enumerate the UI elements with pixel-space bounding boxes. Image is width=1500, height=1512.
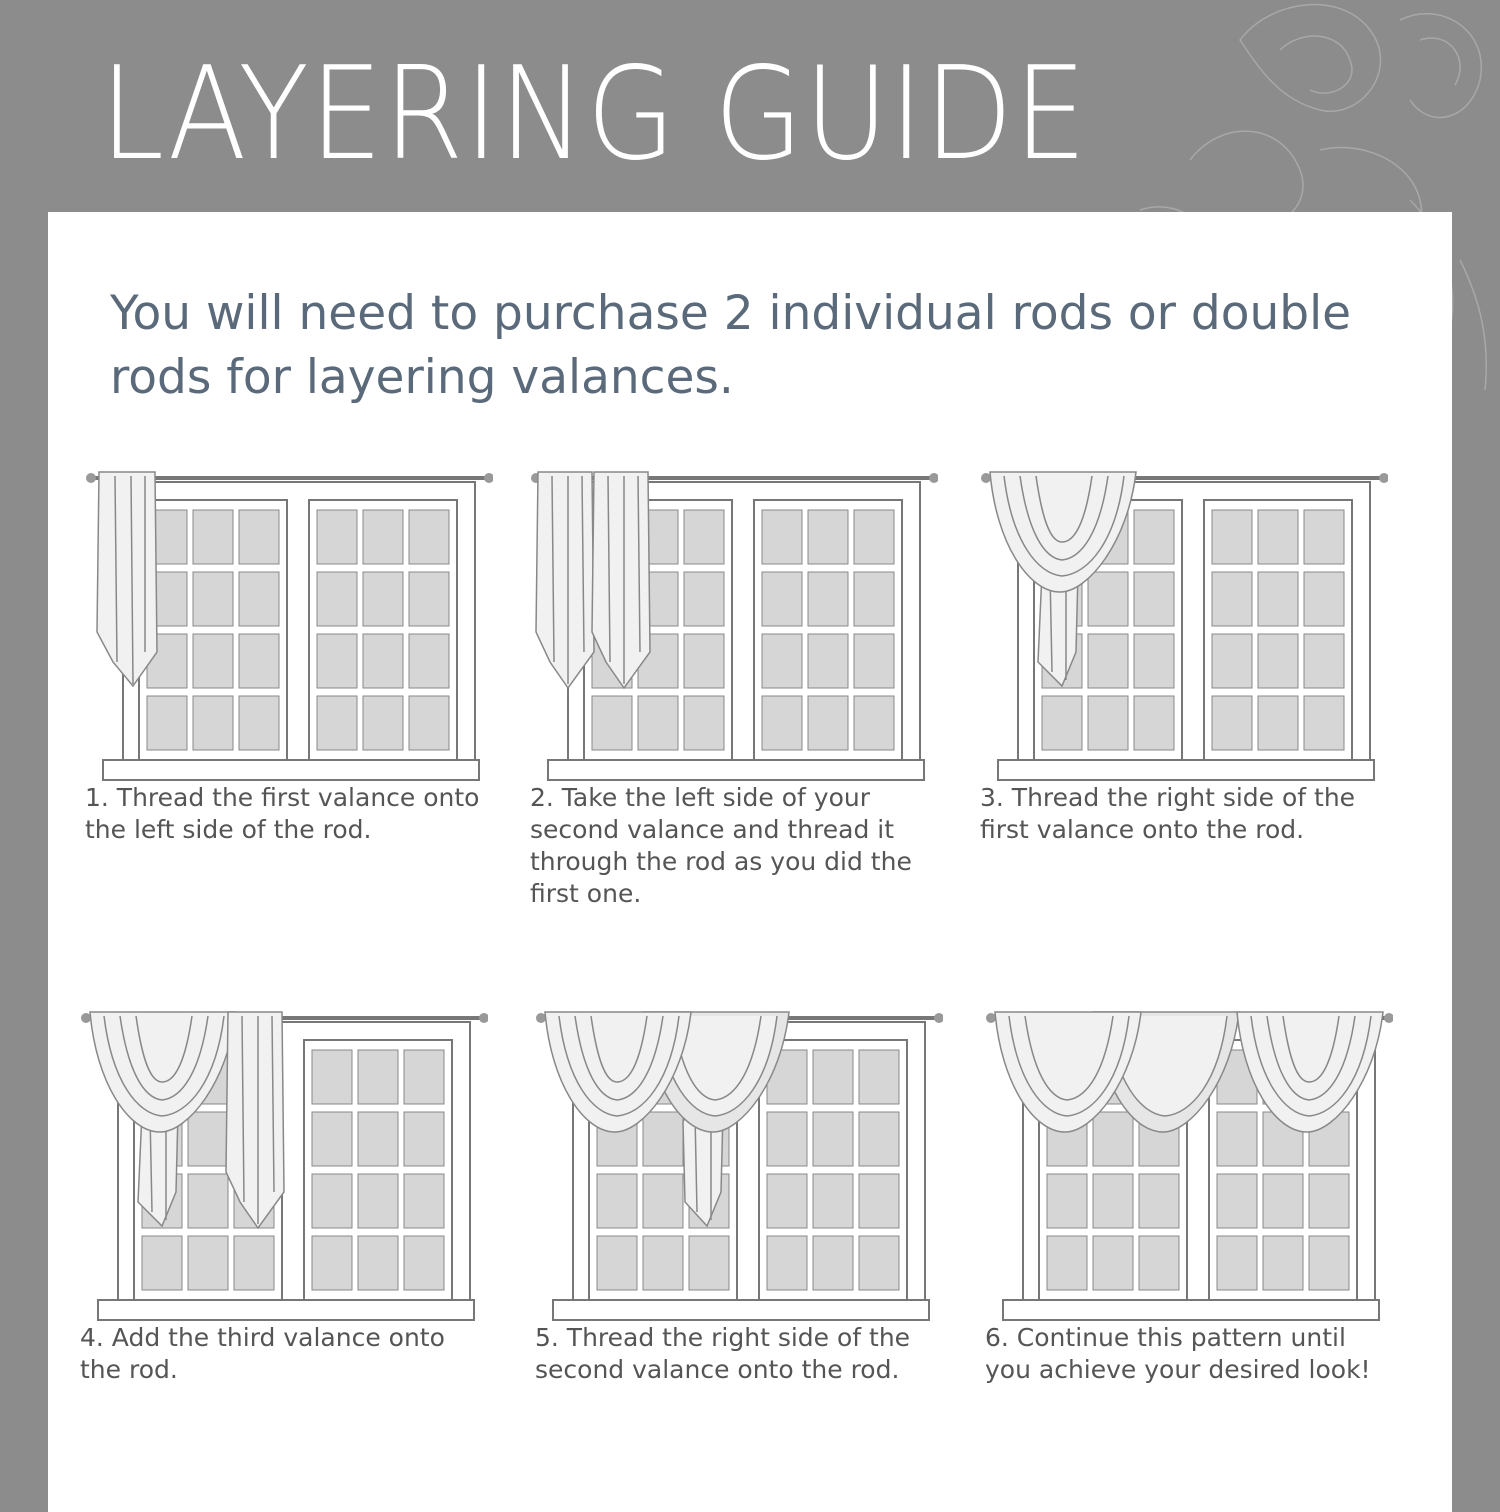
step-2-caption: 2. Take the left side of your second valance and thread it through the rod as you did the first one.	[530, 783, 912, 908]
content-card	[48, 212, 1452, 1512]
step-1-caption: 1. Thread the first valance onto the left side of the rod.	[85, 783, 480, 844]
valance-tail	[97, 472, 157, 686]
intro-text: You will need to purchase 2 individual rods or double rods for layering valances.	[110, 286, 1352, 405]
window	[103, 482, 479, 780]
page-title: LAYERING GUIDE	[100, 40, 1088, 189]
step-2-illustration	[528, 462, 938, 782]
step-4	[78, 1002, 488, 1386]
step-6-caption: 6. Continue this pattern until you achieve your desired look!	[985, 1323, 1371, 1384]
step-5	[533, 1002, 943, 1386]
step-1-illustration	[83, 462, 493, 782]
step-6	[983, 1002, 1393, 1386]
step-6-illustration	[983, 1002, 1393, 1322]
step-5-illustration	[533, 1002, 943, 1322]
step-4-illustration	[78, 1002, 488, 1322]
step-5-caption: 5. Thread the right side of the second valance onto the rod.	[535, 1323, 911, 1384]
step-3	[978, 462, 1388, 846]
step-2	[528, 462, 938, 910]
step-4-caption: 4. Add the third valance onto the rod.	[80, 1323, 445, 1384]
step-1	[83, 462, 493, 846]
step-3-caption: 3. Thread the right side of the first valance onto the rod.	[980, 783, 1356, 844]
full-swag-pattern	[995, 1012, 1383, 1132]
step-3-illustration	[978, 462, 1388, 782]
